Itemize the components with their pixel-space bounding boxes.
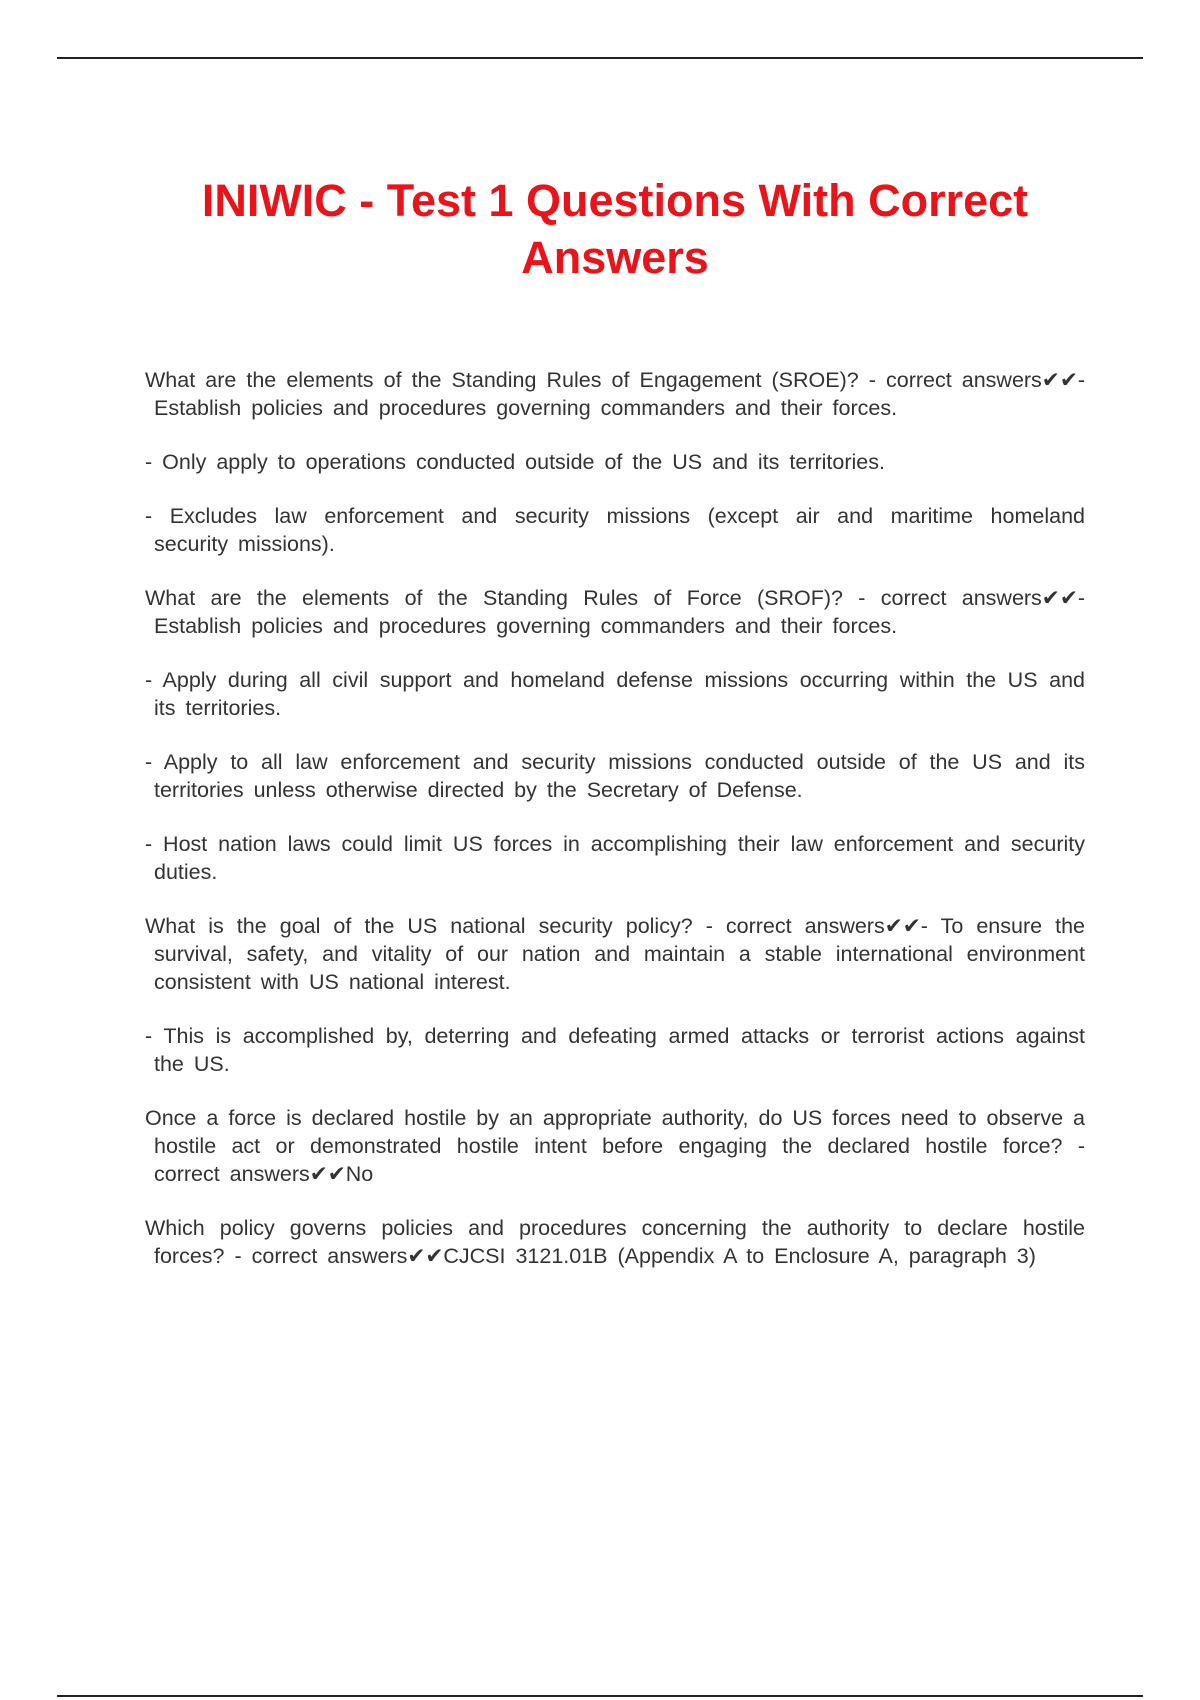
paragraph-hostile-force-question: Once a force is declared hostile by an appropriate authority, do US forces need to observe a hostile act or demonstrated hostile intent before engaging the declared hostile force? - correct answers✔✔No [145,1106,1085,1186]
paragraph-sroe-point-1: - Only apply to operations conducted outside of the US and its territories. [145,450,885,474]
bottom-rule [57,1695,1143,1697]
paragraph-policy-authority-question: Which policy governs policies and procedures concerning the authority to declare hostile forces? - correct answers✔✔CJCSI 3121.01B (Appendix A to Enclosure A, paragraph 3) [145,1216,1085,1268]
document-title: INIWIC - Test 1 Questions With Correct Answers [201,175,1029,283]
paragraph-sroe-point-2: - Excludes law enforcement and security missions (except air and maritime homeland security missions). [145,504,1085,556]
paragraph-srof-question: What are the elements of the Standing Rules of Force (SROF)? - correct answers✔✔- Establish policies and procedures governing commanders and their forces. [145,586,1085,638]
document-body [145,366,1085,1296]
paragraph-srof-point-2: - Apply to all law enforcement and security missions conducted outside of the US and its territories unless otherwise directed by the Secretary of Defense. [145,750,1085,802]
paragraph-srof-point-3: - Host nation laws could limit US forces in accomplishing their law enforcement and security duties. [145,832,1085,884]
paragraph-srof-point-1: - Apply during all civil support and homeland defense missions occurring within the US and its territories. [145,668,1085,720]
paragraph-sroe-question: What are the elements of the Standing Rules of Engagement (SROE)? - correct answers✔✔- Establish policies and procedures governing commanders and their forces. [145,368,1085,420]
top-rule [57,57,1143,59]
paragraph-security-policy-point: - This is accomplished by, deterring and defeating armed attacks or terrorist actions against the US. [145,1024,1085,1076]
paragraph-security-policy-question: What is the goal of the US national security policy? - correct answers✔✔- To ensure the survival, safety, and vitality of our nation and maintain a stable international environment consistent with US national interest. [145,914,1085,994]
